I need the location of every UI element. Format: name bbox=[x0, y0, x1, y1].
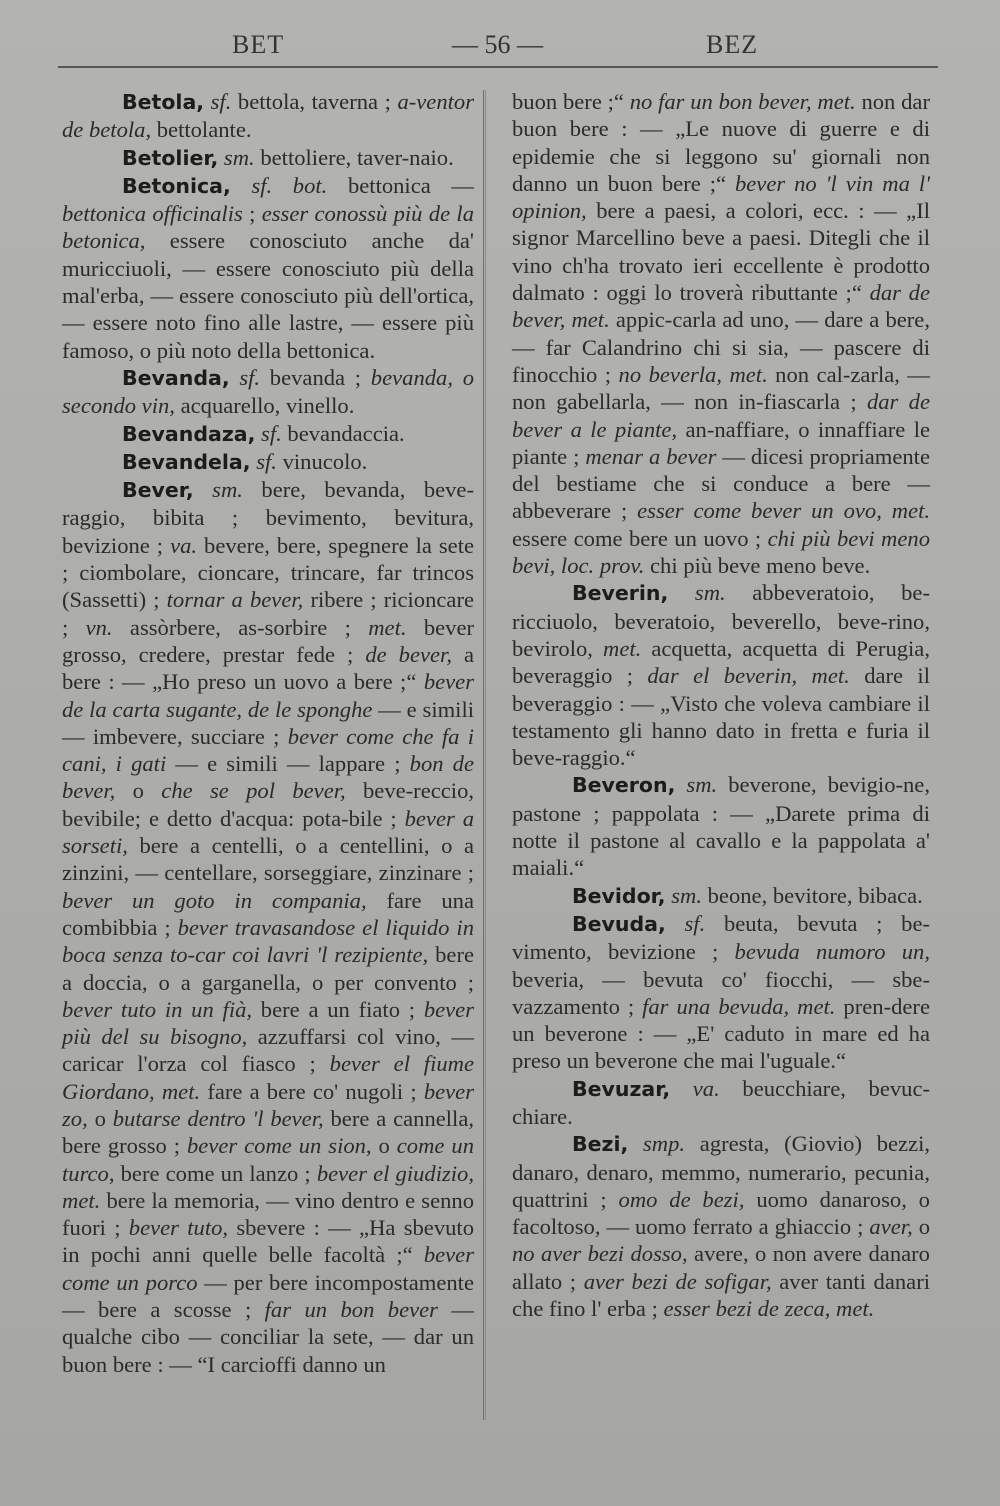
entry-italic-text: butarse dentro 'l bever, bbox=[112, 1105, 324, 1131]
entry-text bbox=[666, 911, 685, 936]
dictionary-entry bbox=[62, 476, 474, 1378]
entry-italic-text: bever tuto in un fià, bbox=[62, 996, 253, 1022]
entry-italic-text: chi più bevi meno bevi, loc. prov. bbox=[512, 525, 930, 579]
entry-headword: Bevuda, bbox=[572, 911, 666, 936]
entry-text: non dar buon bere : — „Le nuove di guerre e di epidemie che si leggono su' giornali non danno un buon bere ;“ bbox=[512, 89, 930, 196]
entry-text: an-naffiare, o innaffiare le piante ; bbox=[512, 416, 930, 469]
entry-italic-text: bever un goto in compania, bbox=[62, 887, 367, 913]
entry-text bbox=[230, 365, 240, 390]
entry-text: chi più beve meno beve. bbox=[644, 553, 871, 579]
entry-italic-text: esser conossù più de la betonica, bbox=[62, 201, 474, 254]
entry-text: bettola, taverna ; bbox=[231, 89, 398, 114]
entry-italic-text: far un bon bever bbox=[264, 1297, 438, 1323]
entry-text: — dicesi propriamente del bestiame che si conduce a bere — abbeverare ; bbox=[512, 443, 930, 524]
entry-italic-text: bever tuto, bbox=[128, 1215, 229, 1241]
entry-italic-text: de bever, bbox=[365, 641, 452, 667]
entry-text: beone, bevitore, bibaca. bbox=[701, 882, 923, 908]
dictionary-entry bbox=[62, 144, 474, 172]
entry-italic-text: va. bbox=[692, 1075, 720, 1101]
entry-text: o bbox=[371, 1133, 397, 1159]
entry-text: bettoliere, taver-naio. bbox=[254, 144, 454, 170]
entry-italic-text: aver, bbox=[869, 1214, 913, 1240]
entry-italic-text: come un turco, bbox=[62, 1133, 474, 1186]
header-rule bbox=[58, 66, 938, 68]
entry-italic-text: sf. bbox=[210, 89, 232, 114]
entry-text: bettonica — bbox=[327, 172, 474, 198]
entry-text: bere, bevanda, beve-raggio, bibita ; bevimento, bevitura, bevizione ; bbox=[62, 477, 474, 558]
entry-italic-text: bevuda numoro un, bbox=[734, 939, 930, 965]
entry-italic-text: sm. bbox=[671, 882, 702, 908]
entry-text bbox=[670, 1076, 693, 1101]
entry-italic-text: che se pol bever, bbox=[161, 778, 346, 804]
entry-headword: Bevanda, bbox=[122, 365, 230, 390]
entry-text: o bbox=[912, 1214, 930, 1240]
entry-text: beucchiare, bevuc-chiare. bbox=[512, 1075, 930, 1129]
entry-text bbox=[231, 173, 252, 198]
running-header bbox=[0, 30, 1000, 64]
dictionary-entry bbox=[512, 910, 930, 1075]
entry-italic-text: bever zo, bbox=[62, 1078, 474, 1131]
entry-headword: Bever, bbox=[122, 478, 194, 503]
header-left-guide-word: BET bbox=[232, 30, 285, 59]
entry-italic-text: sf. bbox=[684, 910, 706, 936]
dictionary-entry bbox=[512, 1075, 930, 1131]
entry-headword: Betonica, bbox=[122, 173, 231, 198]
entry-text: non cal-zarla, — non gabellarla, — non in-fiascarla ; bbox=[512, 361, 930, 415]
entry-text: bevanda ; bbox=[260, 364, 371, 390]
entry-text: aver tanti danari che fino l' erba ; bbox=[512, 1268, 930, 1322]
entry-italic-text: dar de bever, met. bbox=[512, 280, 930, 333]
entry-italic-text: dar el beverin, met. bbox=[647, 663, 850, 689]
entry-text: beve-reccio, bevibile; e detto d'acqua: pota-bile ; bbox=[62, 778, 475, 831]
entry-italic-text: sm. bbox=[212, 477, 243, 503]
entry-italic-text: omo de bezi, bbox=[618, 1186, 745, 1212]
entry-headword: Bevandela, bbox=[122, 449, 251, 474]
right-column bbox=[512, 88, 930, 1322]
entry-text: bever grosso, credere, prestar fede ; bbox=[62, 614, 474, 667]
entry-italic-text: bever a sorseti, bbox=[62, 805, 474, 859]
entry-italic-text: bon de bever, bbox=[62, 751, 474, 804]
dictionary-entry bbox=[62, 364, 474, 420]
entry-italic-text: sf. bot. bbox=[251, 172, 328, 198]
dictionary-entry bbox=[512, 882, 930, 910]
dictionary-entry bbox=[512, 1130, 930, 1322]
entry-italic-text: bever travasandose el liquido in boca senza to-car coi lavri 'l rezipiente, bbox=[62, 914, 474, 968]
entry-text: bere come un lanzo ; bbox=[114, 1160, 317, 1186]
entry-text: dare il beveraggio : — „Visto che voleva cambiare il testamento gli hanno dato in fretta e furia il beve-raggio.“ bbox=[512, 663, 930, 771]
dictionary-entry bbox=[62, 88, 474, 144]
entry-text: bettolante. bbox=[151, 117, 252, 143]
entry-text: uomo danaroso, o facoltoso, — uomo ferrato a ghiaccio ; bbox=[512, 1186, 930, 1240]
entry-text: assòrbere, as-sorbire ; bbox=[112, 614, 369, 640]
entry-italic-text: sf. bbox=[239, 364, 261, 390]
page-number: — 56 — bbox=[452, 30, 543, 59]
entry-italic-text: bever più del su bisogno, bbox=[62, 996, 474, 1050]
entry-italic-text: no aver bezi dosso, bbox=[512, 1241, 688, 1267]
entry-text: — e simili — lappare ; bbox=[166, 751, 410, 777]
entry-headword: Bevidor, bbox=[572, 883, 666, 908]
entry-italic-text: esser bezi de zeca, met. bbox=[663, 1296, 875, 1322]
entry-text bbox=[668, 580, 695, 605]
entry-text: beveria, — bevuta co' fiocchi, — sbe-vazzamento ; bbox=[512, 966, 930, 1019]
entry-italic-text: sf. bbox=[261, 420, 282, 446]
entry-italic-text: bever el giudizio, met. bbox=[62, 1160, 474, 1213]
entry-italic-text: bever come che fa i cani, i gati bbox=[62, 723, 474, 777]
entry-text: beuta, bevuta ; be-vimento, bevizione ; bbox=[512, 910, 930, 965]
entry-text: ; bbox=[242, 201, 262, 227]
entry-text: azzuffarsi col vino, — caricar l'orza col fiasco ; bbox=[62, 1024, 474, 1077]
dictionary-entry bbox=[62, 448, 474, 476]
entry-italic-text: a-ventor de betola, bbox=[62, 89, 474, 143]
entry-headword: Beveron, bbox=[572, 773, 676, 798]
entry-text: bere a paesi, a colori, ecc. : — „Il signor Marcellino beve a paesi. Ditegli che il vino ch'ha trovato ieri eccellente è prodotto dalmato : oggi lo troverà ributtante ;“ bbox=[512, 198, 930, 306]
entry-text: bevandaccia. bbox=[281, 420, 405, 446]
entry-headword: Bevandaza, bbox=[122, 421, 256, 446]
entry-text: — e simili — imbevere, succiare ; bbox=[62, 696, 474, 749]
entry-italic-text: sm. bbox=[223, 144, 255, 170]
entry-text: abbeveratoio, be-ricciuolo, beveratoio, beverello, beve-rino, bevirolo, bbox=[512, 580, 930, 661]
column-divider bbox=[483, 90, 486, 1420]
dictionary-entry bbox=[62, 172, 474, 364]
entry-italic-text: tornar a bever, bbox=[166, 587, 304, 613]
entry-italic-text: met. bbox=[368, 614, 407, 640]
entry-text: fare una combibbia ; bbox=[62, 887, 475, 940]
entry-text: bevere, bere, spegnere la sete ; ciombolare, cioncare, trincare, far trincos (Sassetti) ; bbox=[62, 532, 475, 613]
entry-text bbox=[675, 772, 686, 797]
entry-text: o bbox=[115, 778, 162, 804]
entry-text: bere la memoria, — vino dentro e senno fuori ; bbox=[62, 1187, 474, 1241]
entry-text: appic-carla ad uno, — dare a bere, — far Calandrino chi si sia, — pascere di finocchio ; bbox=[512, 307, 930, 387]
entry-text: bere a centelli, o a centellini, o a zinzini, — centellare, sorseggiare, zinzinare ; bbox=[62, 833, 474, 886]
entry-text: fare a bere co' nugoli ; bbox=[200, 1078, 424, 1104]
dictionary-entry bbox=[512, 579, 930, 771]
dictionary-entry bbox=[512, 771, 930, 881]
entry-text: bere a un fiato ; bbox=[252, 996, 424, 1022]
entry-italic-text: bever come un sion, bbox=[187, 1133, 372, 1159]
entry-text: acquetta, acquetta di Perugia, beveraggio ; bbox=[512, 635, 930, 689]
entry-italic-text: sm. bbox=[694, 580, 726, 606]
entry-text: sbevere : — „Ha sbevuto in pochi anni quelle belle facoltà ;“ bbox=[62, 1215, 474, 1268]
entry-text: a bere : — „Ho preso un uovo a bere ;“ bbox=[62, 641, 475, 695]
entry-italic-text: smp. bbox=[643, 1131, 686, 1157]
entry-text: — per bere incompostamente — bere a scosse ; bbox=[62, 1269, 474, 1323]
entry-text: bere a cannella, bere grosso ; bbox=[62, 1105, 475, 1159]
entry-text: o bbox=[87, 1105, 113, 1131]
entry-italic-text: dar de bever a le piante, bbox=[512, 389, 930, 442]
dictionary-entry bbox=[512, 88, 930, 579]
entry-text bbox=[194, 477, 212, 502]
entry-headword: Bezi, bbox=[572, 1132, 629, 1157]
entry-text: buon bere ;“ bbox=[512, 89, 630, 114]
left-column bbox=[62, 88, 474, 1378]
entry-text: avere, o non avere danaro allato ; bbox=[512, 1241, 930, 1294]
entry-italic-text: no far un bon bever, met. bbox=[629, 89, 856, 114]
entry-italic-text: no beverla, met. bbox=[618, 361, 768, 387]
entry-text: ribere ; ricioncare ; bbox=[62, 587, 474, 640]
entry-italic-text: sm. bbox=[686, 772, 718, 798]
entry-italic-text: aver bezi de sofigar, bbox=[583, 1268, 772, 1294]
entry-italic-text: bevanda, o secondo vin, bbox=[62, 364, 475, 419]
entry-headword: Beverin, bbox=[572, 581, 669, 606]
entry-italic-text: va. bbox=[170, 532, 198, 558]
entry-italic-text: vn. bbox=[85, 614, 113, 640]
entry-text: beverone, bevigio-ne, pastone ; pappolata : — „Darete prima di notte il pastone al cavallo e la pappolata a' maiali.“ bbox=[512, 772, 930, 881]
entry-italic-text: esser come bever un ovo, met. bbox=[637, 498, 931, 524]
entry-headword: Bevuzar, bbox=[572, 1076, 671, 1101]
entry-italic-text: sf. bbox=[256, 448, 277, 474]
entry-italic-text: bettonica officinalis bbox=[62, 201, 243, 227]
dictionary-entry bbox=[62, 420, 474, 448]
entry-text bbox=[628, 1131, 643, 1156]
entry-text: vinucolo. bbox=[276, 448, 368, 474]
entry-text: essere conosciuto anche da' muricciuoli, — essere conosciuto più della mal'erba, — essere conosciuto più dell'ortica, — essere noto fino alle lastre, — essere più famoso, o più noto della bettonica. bbox=[62, 228, 474, 363]
entry-text: — qualche cibo — conciliar la sete, — dar un buon bere : — “I carcioffi danno un bbox=[62, 1297, 474, 1377]
entry-headword: Betolier, bbox=[122, 145, 219, 170]
entry-text: essere come bere un uovo ; bbox=[512, 525, 768, 551]
header-right-guide-word: BEZ bbox=[706, 30, 759, 59]
entry-italic-text: far una bevuda, met. bbox=[642, 993, 836, 1019]
entry-italic-text: met. bbox=[603, 635, 642, 661]
entry-text: bere a doccia, o a garganella, o per convento ; bbox=[62, 942, 474, 995]
entry-text: acquarello, vinello. bbox=[174, 393, 355, 419]
entry-italic-text: menar a bever bbox=[585, 443, 717, 469]
entry-italic-text: bever come un porco bbox=[62, 1242, 474, 1295]
entry-italic-text: bever de la carta sugante, de le sponghe bbox=[62, 669, 474, 722]
entry-italic-text: bever el fiume Giordano, met. bbox=[62, 1051, 474, 1104]
entry-text: pren-dere un beverone : — „E' caduto in mare ed ha preso un beverone che mai l'uguale.“ bbox=[512, 993, 930, 1074]
entry-headword: Betola, bbox=[122, 90, 205, 114]
entry-text: agresta, (Giovio) bezzi, danaro, denaro, memmo, numerario, pecunia, quattrini ; bbox=[512, 1131, 930, 1212]
entry-italic-text: bever no 'l vin ma l' opinion, bbox=[512, 170, 930, 224]
